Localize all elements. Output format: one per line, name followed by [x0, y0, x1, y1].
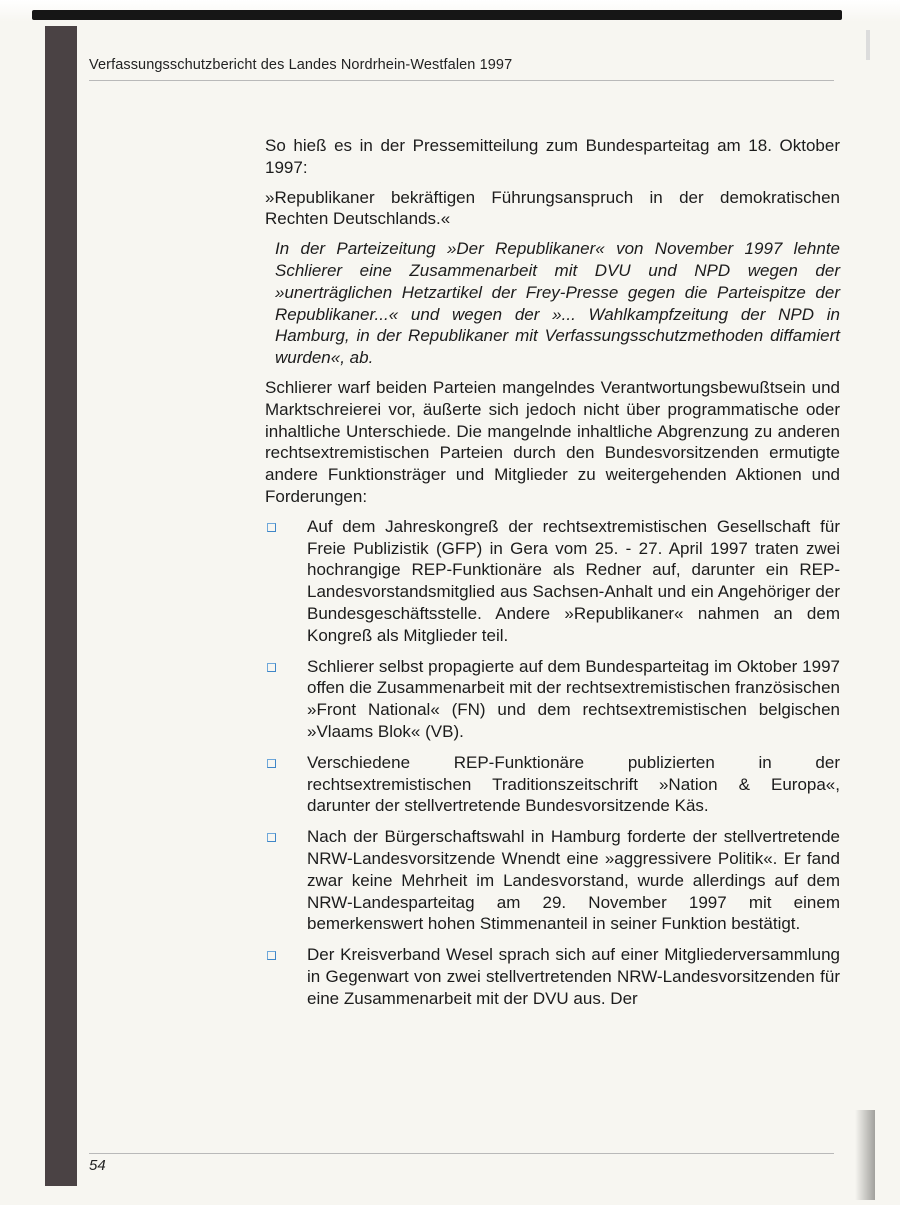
scan-mark	[866, 30, 870, 60]
page-body	[265, 135, 840, 1018]
running-header: Verfassungsschutzbericht des Landes Nordrhein-Westfalen 1997	[89, 57, 513, 73]
list-item	[265, 826, 840, 935]
list-item	[265, 752, 840, 817]
header-rule	[89, 80, 834, 81]
checkbox-bullet-icon	[267, 833, 276, 842]
list-item-text: Verschiedene REP-Funktionäre publizierten in der rechtsextremistischen Traditionszeitschrift »Nation & Europa«, darunter der stellvertretende Bundesvorsitzende Käs.	[307, 752, 840, 816]
bullet-list	[265, 516, 840, 1010]
newspaper-citation: In der Parteizeitung »Der Republikaner« von November 1997 lehnte Schlierer eine Zusammenarbeit mit DVU und NPD wegen der »unerträglichen Hetzartikel der Frey-Presse gegen die Parteispitze der Republikaner...« und wegen der »... Wahlkampfzeitung der NPD in Hamburg, in der Republikaner mit Verfassungsschutzmethoden diffamiert wurden«, ab.	[275, 239, 840, 368]
list-item-text: Nach der Bürgerschaftswahl in Hamburg forderte der stellvertretende NRW-Landesvorsitzende Wnendt eine »aggressivere Politik«. Er fand zwar keine Mehrheit im Landesvorstand, wurde allerdings auf dem NRW-Landesparteitag am 29. November 1997 mit einem bemerkenswert hohen Stimmenanteil in seiner Funktion bestätigt.	[307, 827, 840, 934]
footer-rule	[89, 1153, 834, 1154]
main-paragraph: Schlierer warf beiden Parteien mangelndes Verantwortungsbewußtsein und Marktschreierei vor, äußerte sich jedoch nicht über programmatische oder inhaltliche Unterschiede. Die mangelnde inhaltliche Abgrenzung zu anderen rechtsextremistischen Parteien durch den Bundesvorsitzenden ermutigte andere Funktionsträger und Mitglieder zu weitergehenden Aktionen und Forderungen:	[265, 377, 840, 506]
page-number: 54	[89, 1157, 106, 1174]
press-quote: »Republikaner bekräftigen Führungsanspruch in der demokratischen Rechten Deutschlands.«	[265, 187, 840, 229]
checkbox-bullet-icon	[267, 759, 276, 768]
list-item-text: Auf dem Jahreskongreß der rechtsextremistischen Gesellschaft für Freie Publizistik (GFP) in Gera vom 25. - 27. April 1997 traten zwei hochrangige REP-Funktionäre als Redner auf, darunter ein REP-Landesvorstandsmitglied aus Sachsen-Anhalt und ein Angehöriger der Bundesgeschäftsstelle. Andere »Republikaner« nahmen an dem Kongreß als Mitglieder teil.	[307, 516, 840, 645]
list-item	[265, 516, 840, 647]
list-item	[265, 656, 840, 743]
scan-shadow	[855, 1110, 875, 1200]
list-item-text: Schlierer selbst propagierte auf dem Bundesparteitag im Oktober 1997 offen die Zusammenarbeit mit der rechtsextremistischen französischen »Front National« (FN) und dem rechtsextremistischen belgischen »Vlaams Blok« (VB).	[307, 656, 840, 741]
checkbox-bullet-icon	[267, 663, 276, 672]
top-rule	[32, 10, 842, 20]
checkbox-bullet-icon	[267, 523, 276, 532]
list-item-text: Der Kreisverband Wesel sprach sich auf einer Mitgliederversammlung in Gegenwart von zwei stellvertretenden NRW-Landesvorsitzenden für eine Zusammenarbeit mit der DVU aus. Der	[307, 945, 840, 1008]
checkbox-bullet-icon	[267, 951, 276, 960]
page-margin-bar	[45, 26, 77, 1186]
intro-paragraph: So hieß es in der Pressemitteilung zum Bundesparteitag am 18. Oktober 1997:	[265, 136, 840, 177]
list-item	[265, 944, 840, 1009]
